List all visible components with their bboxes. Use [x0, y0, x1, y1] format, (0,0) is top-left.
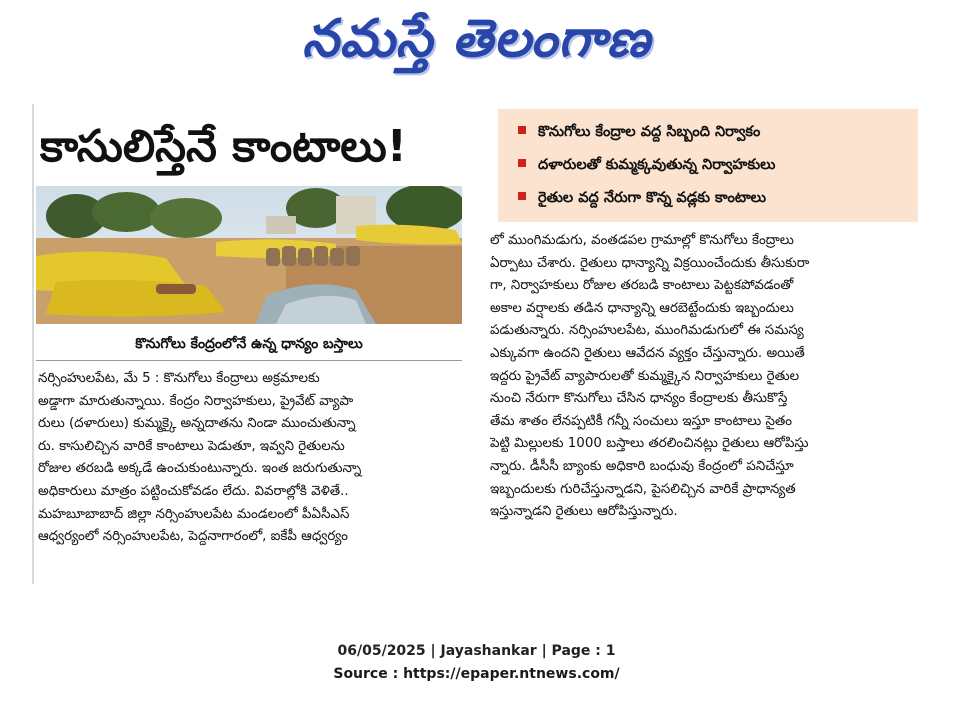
body-line: అడ్డాగా మారుతున్నాయి. కేంద్రం నిర్వాహకులు, ప్రైవేట్ వ్యాపా	[38, 393, 354, 409]
body-line: లో ముంగిమడుగు, వంతడపల గ్రామాల్లో కొనుగోలు కేంద్రాలు	[490, 233, 794, 248]
body-line: ఆధ్వర్యంలో నర్సింహులపేట, పెద్దనాగారంలో, ఐకేపీ ఆధ్వర్యం	[38, 529, 348, 545]
source-url[interactable]: Source : https://epaper.ntnews.com/	[333, 666, 620, 682]
bullet-marker-icon	[518, 126, 526, 134]
body-line: న్నారు. డీసీసీ బ్యాంకు అధికారి బంధువు కేంద్రంలో పనిచేస్తూ	[490, 458, 794, 474]
article-body-left	[38, 368, 470, 549]
highlight-text: కొనుగోలు కేంద్రాల వద్ద సిబ్బంది నిర్వాకం	[538, 124, 761, 140]
body-line: నుంచి నేరుగా కొనుగోలు చేసిన ధాన్యం కేంద్రాలకు తీసుకొస్తే	[490, 391, 788, 407]
highlight-item	[518, 117, 760, 147]
newspaper-masthead: నమస్తే తెలంగాణ	[302, 9, 651, 69]
body-line: ఎక్కువగా ఉందని రైతులు ఆవేదన వ్యక్తం చేస్తున్నారు. అయితే	[490, 345, 805, 361]
body-line: గా, నిర్వాహకులు రోజుల తరబడి కాంటాలు పెట్టకపోవడంతో	[490, 278, 794, 294]
article-body-right	[490, 230, 920, 524]
highlight-text: దళారులతో కుమ్మక్కవుతున్న నిర్వాహకులు	[538, 157, 776, 173]
body-line: రోజుల తరబడి అక్కడే ఉంచుకుంటున్నారు. ఇంత జరుగుతున్నా	[38, 461, 362, 477]
highlight-text: రైతుల వద్ద నేరుగా కొన్న వడ్లకు కాంటాలు	[538, 190, 766, 206]
grain-bags-photo	[36, 186, 462, 324]
photo-caption: కొనుగోలు కేంద్రంలోనే ఉన్న ధాన్యం బస్తాలు	[135, 336, 363, 352]
highlight-item	[518, 150, 775, 180]
body-line: రు. కాసులిచ్చిన వారికే కాంటాలు పెడుతూ, ఇవ్వని రైతులను	[38, 438, 345, 454]
body-line: ఇబ్బందులకు గురిచేస్తున్నాడని, పైసలిచ్చిన వారికే ప్రాధాన్యత	[490, 481, 796, 497]
body-line: ఇద్దరు ప్రైవేట్ వ్యాపారులతో కుమ్మక్కైన నిర్వాహకులు రైతుల	[490, 368, 800, 384]
body-line: అధికారులు మాత్రం పట్టించుకోవడం లేదు. వివరాల్లోకి వెళితే..	[38, 483, 349, 499]
body-line: మహబూబాబాద్ జిల్లా నర్సింహులపేట మండలంలో పీఏసీఎస్	[38, 506, 350, 522]
edition-dateline: 06/05/2025 | Jayashankar | Page : 1	[337, 643, 616, 659]
body-line: అకాల వర్షాలకు తడిన ధాన్యాన్ని ఆరబెట్టేందుకు ఇబ్బందులు	[490, 300, 794, 316]
body-line: పడుతున్నారు. నర్సింహులపేట, ముంగిమడుగులో ఈ సమస్య	[490, 323, 804, 339]
body-line: రులు (దళారులు) కుమ్మక్కై అన్నదాతను నిండా ముంచుతున్నా	[38, 416, 356, 432]
body-line: తేమ శాతం లేనప్పటికీ గన్నీ సంచులు ఇస్తూ కాంటాలు సైతం	[490, 413, 793, 429]
body-line: పెట్టి మిల్లులకు 1000 బస్తాలు తరలించినట్లు రైతులు ఆరోపిస్తు	[490, 436, 809, 452]
body-line: ఇస్తున్నాడని రైతులు ఆరోపిస్తున్నారు.	[490, 504, 678, 520]
article-headline: కాసులిస్తేనే కాంటాలు!	[40, 121, 407, 172]
highlight-item	[518, 183, 766, 213]
caption-divider	[36, 360, 462, 361]
bullet-marker-icon	[518, 159, 526, 167]
article-photo	[36, 186, 462, 324]
body-line: ఏర్పాటు చేశారు. రైతులు ధాన్యాన్ని విక్రయించేందుకు తీసుకురా	[490, 255, 810, 271]
clipping-edge	[32, 104, 34, 584]
bullet-marker-icon	[518, 192, 526, 200]
body-line: నర్సింహులపేట, మే 5 : కొనుగోలు కేంద్రాలు అక్రమాలకు	[38, 371, 320, 386]
highlights-box	[498, 109, 918, 222]
